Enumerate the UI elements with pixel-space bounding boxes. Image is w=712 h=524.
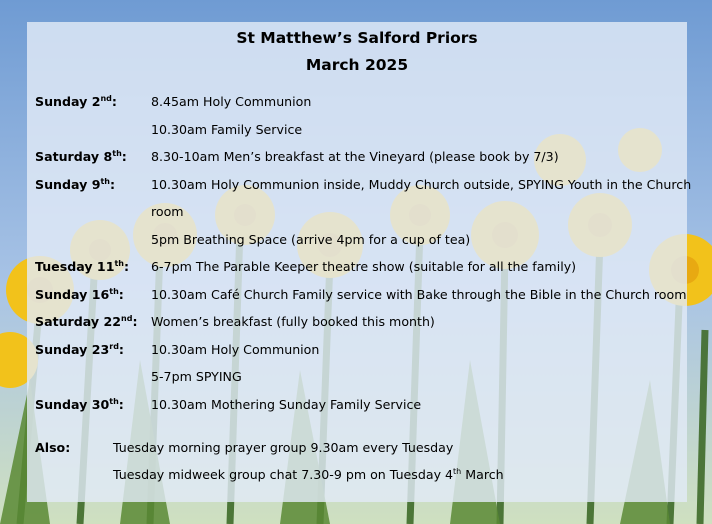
schedule-row xyxy=(35,363,685,391)
schedule-row xyxy=(35,308,685,336)
also-section xyxy=(35,434,685,488)
schedule-day: Sunday 2nd: xyxy=(35,93,117,109)
schedule-day: Saturday 8th: xyxy=(35,148,127,164)
schedule-day: Sunday 9th: xyxy=(35,176,116,192)
schedule-day xyxy=(35,198,151,226)
schedule-day: Sunday 30th: xyxy=(35,396,124,412)
schedule-row xyxy=(35,253,685,281)
schedule-row xyxy=(35,171,692,199)
schedule-row xyxy=(35,226,685,254)
also-row xyxy=(35,461,685,488)
schedule-event: 5-7pm SPYING xyxy=(151,369,242,384)
schedule-event: 6-7pm The Parable Keeper theatre show (suitable for all the family) xyxy=(151,259,577,274)
schedule-day: Sunday 16th: xyxy=(35,286,124,302)
schedule-day: Sunday 23rd: xyxy=(35,341,124,357)
schedule-list xyxy=(35,88,692,418)
schedule-day xyxy=(35,363,151,391)
schedule-day xyxy=(35,116,151,144)
schedule-day: Saturday 22nd: xyxy=(35,313,138,329)
schedule-row xyxy=(35,391,685,419)
schedule-event: 10.30am Holy Communion inside, Muddy Church outside, SPYING Youth in the Church xyxy=(151,176,692,192)
schedule-event: room xyxy=(151,204,184,219)
schedule-event: 8.45am Holy Communion xyxy=(151,94,312,109)
schedule-event: 10.30am Mothering Sunday Family Service xyxy=(151,396,422,412)
schedule-row xyxy=(35,336,685,364)
also-row xyxy=(35,434,685,461)
schedule-row xyxy=(35,198,685,226)
schedule-event: 10.30am Holy Communion xyxy=(151,341,320,357)
schedule-row xyxy=(35,88,685,116)
also-event: Tuesday morning prayer group 9.30am every Tuesday xyxy=(113,440,454,455)
schedule-event: 10.30am Family Service xyxy=(151,121,303,137)
schedule-panel xyxy=(27,22,692,502)
schedule-row xyxy=(35,116,685,144)
schedule-event: Women’s breakfast (fully booked this month) xyxy=(151,314,435,329)
schedule-event: 10.30am Café Church Family service with Bake through the Bible in the Church room xyxy=(151,286,687,302)
schedule-day: Tuesday 11th: xyxy=(35,258,130,274)
schedule-day xyxy=(35,226,151,254)
church-name-heading: St Matthew’s Salford Priors xyxy=(236,29,478,47)
schedule-row xyxy=(35,143,685,171)
schedule-row xyxy=(35,281,685,309)
schedule-event: 8.30-10am Men’s breakfast at the Vineyard (please book by 7/3) xyxy=(151,149,559,164)
month-heading: March 2025 xyxy=(305,56,409,74)
also-event: Tuesday midweek group chat 7.30-9 pm on Tuesday 4th March xyxy=(113,466,504,482)
also-label: Also: xyxy=(35,440,71,455)
schedule-event: 5pm Breathing Space (arrive 4pm for a cup of tea) xyxy=(151,231,471,247)
also-label-spacer xyxy=(35,461,113,488)
